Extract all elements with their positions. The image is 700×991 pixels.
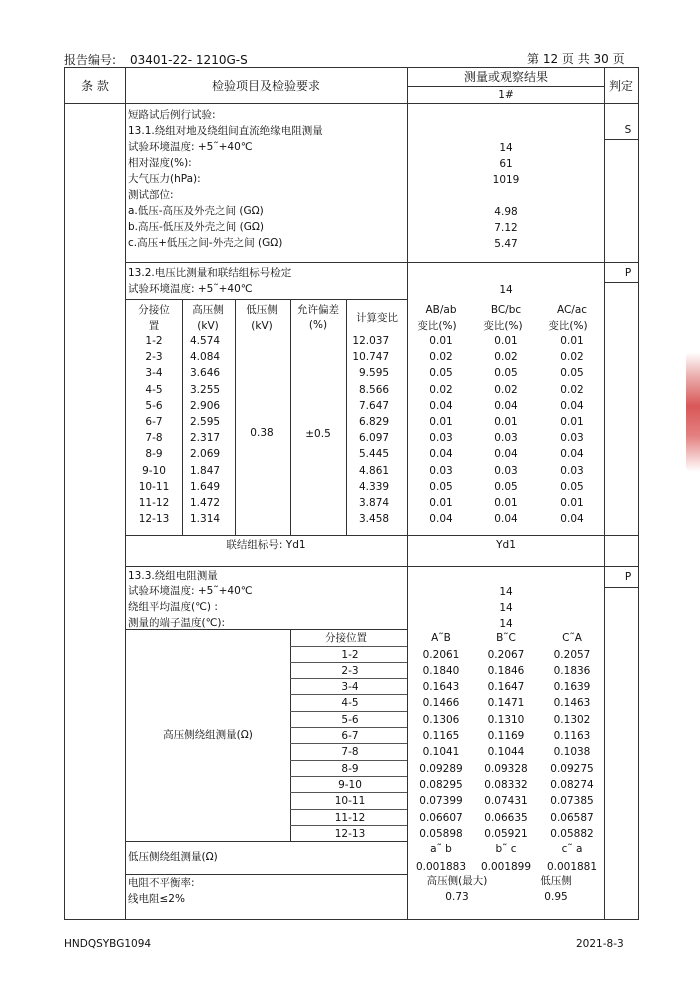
wr-row-tap: 10-11 bbox=[334, 795, 366, 808]
imbalance-label: 电阻不平衡率: bbox=[128, 877, 195, 889]
wr-col-bc: B˜C bbox=[496, 632, 516, 644]
wr-row-line bbox=[290, 694, 407, 695]
ratio-row-tap: 2-3 bbox=[145, 351, 163, 364]
wr-row-ca: 0.1639 bbox=[553, 681, 591, 694]
table-header-bottom bbox=[64, 103, 639, 104]
connection-group-label: 联结组标号: Yd1 bbox=[226, 539, 306, 551]
ratio-row-ab: 0.01 bbox=[429, 416, 453, 428]
wr-row-ab: 0.05898 bbox=[419, 827, 463, 840]
ratio-row-ab: 0.04 bbox=[429, 448, 453, 461]
wr-row-line bbox=[290, 825, 407, 826]
imbalance-divider bbox=[125, 874, 407, 875]
wr-row-ab: 0.07399 bbox=[419, 795, 463, 808]
result-header-divider bbox=[407, 86, 604, 87]
wr-row-bc: 0.08332 bbox=[484, 778, 528, 791]
ratio-row-calc: 8.566 bbox=[359, 383, 390, 396]
ratio-col-calc: 计算变比 bbox=[356, 312, 398, 324]
ratio-row-ab: 0.02 bbox=[429, 351, 453, 364]
ratio-row-calc: 6.097 bbox=[359, 432, 390, 445]
ratio-row-hv: 3.255 bbox=[190, 383, 221, 396]
ratio-row-hv: 2.069 bbox=[190, 448, 221, 461]
wr-row-bc: 0.1846 bbox=[487, 664, 525, 677]
wr-row-bc: 0.05921 bbox=[484, 827, 528, 840]
wr-row-bc: 0.07431 bbox=[484, 795, 528, 808]
verdict-s3: P bbox=[624, 571, 632, 583]
lv-value-bc: 0.001899 bbox=[480, 861, 532, 873]
wr-col-ca: C˜A bbox=[562, 632, 582, 644]
ratio-row-hv: 4.574 bbox=[190, 335, 221, 347]
verdict-column-divider bbox=[604, 67, 605, 920]
wr-row-ab: 0.2061 bbox=[422, 648, 460, 661]
ratio-row-tap: 1-2 bbox=[145, 335, 163, 347]
ratio-row-bc: 0.02 bbox=[494, 351, 518, 364]
table-left-border bbox=[64, 67, 65, 920]
wr-row-line bbox=[290, 792, 407, 793]
ratio-col-lv-1: 低压侧 bbox=[246, 304, 278, 316]
s1-title: 13.1.绕组对地及绕组间直流绝缘电阻测量 bbox=[128, 125, 323, 137]
s3-env-value: 14 bbox=[499, 618, 513, 630]
wr-row-ab: 0.1041 bbox=[422, 746, 460, 759]
wr-row-ab: 0.1165 bbox=[422, 730, 460, 742]
s2-title: 13.2.电压比测量和联结组标号检定 bbox=[128, 267, 292, 279]
ratio-col-bc-1: BC/bc bbox=[490, 304, 522, 316]
verdict-s1-bottom bbox=[604, 139, 638, 140]
ratio-row-bc: 0.04 bbox=[494, 399, 518, 412]
ratio-row-calc: 3.458 bbox=[359, 513, 390, 526]
ratio-col-div-4 bbox=[346, 299, 347, 535]
section-divider-13-2 bbox=[125, 262, 638, 263]
wr-row-ca: 0.06587 bbox=[550, 811, 594, 824]
wr-row-ca: 0.08274 bbox=[550, 778, 594, 791]
ratio-row-ac: 0.02 bbox=[560, 383, 584, 396]
ratio-row-calc: 5.445 bbox=[359, 448, 390, 461]
wr-row-ab: 0.1306 bbox=[422, 713, 460, 726]
imbalance-limit: 线电阻≤2% bbox=[128, 893, 185, 905]
wr-row-line bbox=[290, 646, 407, 647]
ratio-row-bc: 0.05 bbox=[494, 367, 518, 380]
ratio-row-bc: 0.04 bbox=[494, 513, 518, 526]
wr-row-bc: 0.1169 bbox=[487, 730, 525, 742]
wr-row-tap: 9-10 bbox=[338, 778, 362, 791]
wr-row-ca: 0.1163 bbox=[553, 730, 591, 742]
imbalance-lv-value: 0.95 bbox=[544, 891, 568, 903]
wr-row-bc: 0.06635 bbox=[484, 811, 528, 824]
ratio-col-tol-2: (%) bbox=[308, 319, 328, 331]
ratio-row-calc: 10.747 bbox=[352, 351, 390, 364]
ratio-row-ac: 0.04 bbox=[560, 448, 584, 461]
ratio-row-bc: 0.02 bbox=[494, 383, 518, 396]
hv-winding-label: 高压侧绕组测量(Ω) bbox=[163, 729, 253, 741]
wr-table-top bbox=[125, 629, 407, 630]
verdict-s2-bottom bbox=[604, 282, 638, 283]
ratio-row-ac: 0.04 bbox=[560, 399, 584, 412]
ratio-row-bc: 0.03 bbox=[494, 432, 518, 445]
ratio-row-tap: 6-7 bbox=[145, 416, 163, 428]
lv-winding-label: 低压侧绕组测量(Ω) bbox=[128, 851, 218, 863]
ratio-row-ab: 0.04 bbox=[429, 513, 453, 526]
wr-row-line bbox=[290, 711, 407, 712]
wr-row-ca: 0.1038 bbox=[553, 746, 591, 759]
footer-doc-code: HNDQSYBG1094 bbox=[64, 938, 152, 950]
wr-row-line bbox=[290, 776, 407, 777]
ratio-row-calc: 12.037 bbox=[352, 335, 390, 347]
ratio-row-ab: 0.05 bbox=[429, 367, 453, 380]
result-header: 测量或观察结果 bbox=[463, 70, 549, 84]
lv-col-bc: b˜ c bbox=[495, 843, 517, 855]
ratio-row-tap: 4-5 bbox=[145, 383, 163, 396]
ratio-row-bc: 0.01 bbox=[494, 497, 518, 509]
ratio-col-tap-1: 分接位 bbox=[138, 304, 170, 316]
ratio-row-hv: 2.906 bbox=[190, 399, 221, 412]
ratio-row-calc: 4.861 bbox=[359, 464, 390, 477]
s1-row-label: c.高压+低压之间-外壳之间 (GΩ) bbox=[128, 237, 283, 249]
wr-row-tap: 4-5 bbox=[341, 697, 359, 710]
lv-value-ab: 0.001883 bbox=[415, 861, 467, 873]
ratio-row-bc: 0.05 bbox=[494, 480, 518, 493]
ratio-col-ab-2: 变比(%) bbox=[417, 320, 457, 332]
verdict-s1: S bbox=[624, 124, 632, 136]
ratio-row-tap: 3-4 bbox=[145, 367, 163, 380]
ratio-tolerance: ±0.5 bbox=[305, 428, 331, 440]
s1-row-value: 4.98 bbox=[494, 206, 518, 218]
conn-row-divider bbox=[125, 535, 638, 536]
ratio-col-tap-2: 置 bbox=[148, 320, 160, 332]
ratio-col-ab-1: AB/ab bbox=[425, 304, 457, 316]
section-divider-13-3 bbox=[125, 566, 638, 567]
wr-row-ab: 0.08295 bbox=[419, 778, 463, 791]
s3-title: 13.3.绕组电阻测量 bbox=[128, 570, 218, 582]
wr-row-ca: 0.2057 bbox=[553, 648, 591, 661]
s2-env-label: 试验环境温度: +5˜+40℃ bbox=[128, 283, 253, 295]
wr-row-bc: 0.1310 bbox=[487, 713, 525, 726]
wr-row-tap: 6-7 bbox=[341, 730, 359, 742]
ratio-col-ac-2: 变比(%) bbox=[548, 320, 588, 332]
verdict-s2: P bbox=[624, 267, 632, 279]
wr-row-ca: 0.09275 bbox=[550, 762, 594, 775]
ratio-row-hv: 4.084 bbox=[190, 351, 221, 364]
ratio-row-ac: 0.01 bbox=[560, 416, 584, 428]
ratio-row-ac: 0.04 bbox=[560, 513, 584, 526]
wr-row-line bbox=[290, 662, 407, 663]
wr-row-tap: 11-12 bbox=[334, 811, 366, 824]
wr-row-ca: 0.05882 bbox=[550, 827, 594, 840]
ratio-row-bc: 0.03 bbox=[494, 464, 518, 477]
ratio-row-hv: 1.847 bbox=[190, 464, 221, 477]
ratio-row-bc: 0.01 bbox=[494, 335, 518, 347]
wr-row-tap: 1-2 bbox=[341, 648, 359, 661]
ratio-col-div-1 bbox=[182, 299, 183, 535]
intro-text: 短路试后例行试验: bbox=[128, 109, 216, 121]
footer-date: 2021-8-3 bbox=[576, 938, 624, 950]
report-number-label: 报告编号: bbox=[64, 53, 117, 67]
wr-row-tap: 2-3 bbox=[341, 664, 359, 677]
clause-header: 条 款 bbox=[81, 79, 109, 93]
ratio-row-calc: 7.647 bbox=[359, 399, 390, 412]
wr-row-bc: 0.1044 bbox=[487, 746, 525, 759]
report-number: 03401-22- 1210G-S bbox=[130, 53, 248, 67]
s1-row-value: 14 bbox=[499, 142, 513, 154]
ratio-row-calc: 6.829 bbox=[359, 416, 390, 428]
ratio-row-ab: 0.01 bbox=[429, 335, 453, 347]
wr-row-tap: 8-9 bbox=[341, 762, 359, 775]
ratio-row-tap: 11-12 bbox=[138, 497, 170, 509]
ratio-row-ac: 0.01 bbox=[560, 497, 584, 509]
s1-row-value: 5.47 bbox=[494, 238, 518, 250]
ratio-row-tap: 9-10 bbox=[142, 464, 166, 477]
s1-row-value: 1019 bbox=[492, 174, 520, 186]
lv-value-ca: 0.001881 bbox=[546, 861, 598, 873]
table-bottom-border bbox=[64, 919, 639, 920]
wr-row-bc: 0.09328 bbox=[484, 762, 528, 775]
s1-row-label: 试验环境温度: +5˜+40℃ bbox=[128, 141, 253, 153]
result-column-divider bbox=[407, 67, 408, 920]
ratio-row-tap: 5-6 bbox=[145, 399, 163, 412]
ratio-row-calc: 4.339 bbox=[359, 480, 390, 493]
wr-row-tap: 7-8 bbox=[341, 746, 359, 759]
ratio-row-ac: 0.01 bbox=[560, 335, 584, 347]
wr-row-ab: 0.09289 bbox=[419, 762, 463, 775]
s1-row-label: b.高压-低压及外壳之间 (GΩ) bbox=[128, 221, 264, 233]
lv-col-ab: a˜ b bbox=[430, 843, 452, 855]
ratio-lv-value: 0.38 bbox=[250, 427, 274, 439]
wr-row-tap: 5-6 bbox=[341, 713, 359, 726]
wr-table-bottom bbox=[125, 841, 407, 842]
wr-row-ab: 0.1840 bbox=[422, 664, 460, 677]
wr-row-ab: 0.1466 bbox=[422, 697, 460, 710]
connection-group-value: Yd1 bbox=[496, 539, 516, 551]
ratio-row-hv: 1.649 bbox=[190, 480, 221, 493]
ratio-row-ab: 0.03 bbox=[429, 464, 453, 477]
table-top-border bbox=[64, 67, 639, 68]
ratio-row-calc: 3.874 bbox=[359, 497, 390, 509]
wr-row-bc: 0.1471 bbox=[487, 697, 525, 710]
ratio-row-ab: 0.01 bbox=[429, 497, 453, 509]
wr-row-ca: 0.1836 bbox=[553, 664, 591, 677]
s1-row-value: 61 bbox=[499, 158, 513, 170]
ratio-row-tap: 12-13 bbox=[138, 513, 170, 526]
ratio-row-hv: 1.314 bbox=[190, 513, 221, 526]
ratio-col-div-2 bbox=[235, 299, 236, 535]
ratio-col-div-3 bbox=[290, 299, 291, 535]
ratio-row-calc: 9.595 bbox=[359, 367, 390, 380]
seal-stamp bbox=[686, 352, 700, 472]
ratio-row-tap: 8-9 bbox=[145, 448, 163, 461]
wr-row-ca: 0.07385 bbox=[550, 795, 594, 808]
ratio-row-bc: 0.01 bbox=[494, 416, 518, 428]
wr-row-bc: 0.1647 bbox=[487, 681, 525, 694]
wr-row-ab: 0.06607 bbox=[419, 811, 463, 824]
ratio-col-ac-1: AC/ac bbox=[556, 304, 588, 316]
s1-row-value: 7.12 bbox=[494, 222, 518, 234]
ratio-row-ac: 0.02 bbox=[560, 351, 584, 364]
wr-row-line bbox=[290, 809, 407, 810]
s1-row-label: a.低压-高压及外壳之间 (GΩ) bbox=[128, 205, 264, 217]
ratio-row-tap: 7-8 bbox=[145, 432, 163, 445]
wr-row-tap: 3-4 bbox=[341, 681, 359, 694]
s2-env-value: 14 bbox=[499, 284, 513, 296]
s3-env-label: 绕组平均温度(℃) : bbox=[128, 601, 218, 613]
ratio-row-hv: 3.646 bbox=[190, 367, 221, 380]
ratio-row-bc: 0.04 bbox=[494, 448, 518, 461]
lv-col-ca: c˜ a bbox=[561, 843, 583, 855]
wr-row-tap: 12-13 bbox=[334, 827, 366, 840]
wr-row-bc: 0.2067 bbox=[487, 648, 525, 661]
ratio-col-hv-1: 高压侧 bbox=[192, 304, 224, 316]
ratio-row-ab: 0.04 bbox=[429, 399, 453, 412]
ratio-row-ab: 0.03 bbox=[429, 432, 453, 445]
s3-env-label: 试验环境温度: +5˜+40℃ bbox=[128, 585, 253, 597]
ratio-row-hv: 2.317 bbox=[190, 432, 221, 445]
s1-row-label: 相对湿度(%): bbox=[128, 157, 192, 169]
ratio-row-ac: 0.05 bbox=[560, 480, 584, 493]
ratio-row-ac: 0.05 bbox=[560, 367, 584, 380]
ratio-row-hv: 2.595 bbox=[190, 416, 221, 428]
wr-col-ab: A˜B bbox=[431, 632, 451, 644]
ratio-col-bc-2: 变比(%) bbox=[483, 320, 523, 332]
sample-header: 1# bbox=[498, 89, 514, 101]
verdict-header: 判定 bbox=[608, 79, 634, 93]
imbalance-lv-label: 低压侧 bbox=[540, 875, 572, 887]
ratio-table-top bbox=[125, 299, 407, 300]
wr-row-line bbox=[290, 727, 407, 728]
ratio-row-hv: 1.472 bbox=[190, 497, 221, 509]
s3-env-label: 测量的端子温度(℃): bbox=[128, 617, 226, 629]
ratio-col-tol-1: 允许偏差 bbox=[297, 304, 339, 316]
imbalance-hv-value: 0.73 bbox=[445, 891, 469, 903]
clause-column-divider bbox=[125, 67, 126, 920]
wr-row-line bbox=[290, 678, 407, 679]
ratio-row-ab: 0.05 bbox=[429, 480, 453, 493]
verdict-s3-bottom bbox=[604, 587, 638, 588]
ratio-row-tap: 10-11 bbox=[138, 480, 170, 493]
ratio-col-lv-2: (kV) bbox=[251, 320, 273, 332]
ratio-row-ab: 0.02 bbox=[429, 383, 453, 396]
ratio-row-ac: 0.03 bbox=[560, 432, 584, 445]
table-right-border bbox=[638, 67, 639, 920]
s3-env-value: 14 bbox=[499, 602, 513, 614]
s1-row-label: 测试部位: bbox=[128, 189, 174, 201]
wr-row-ca: 0.1463 bbox=[553, 697, 591, 710]
item-header: 检验项目及检验要求 bbox=[211, 79, 321, 93]
wr-row-line bbox=[290, 760, 407, 761]
s3-env-value: 14 bbox=[499, 586, 513, 598]
wr-row-line bbox=[290, 743, 407, 744]
wr-row-ca: 0.1302 bbox=[553, 713, 591, 726]
imbalance-hv-label: 高压侧(最大) bbox=[426, 875, 488, 887]
wr-col-tap: 分接位置 bbox=[325, 632, 367, 644]
page-indicator: 第 12 页 共 30 页 bbox=[527, 52, 625, 66]
s1-row-label: 大气压力(hPa): bbox=[128, 173, 201, 185]
wr-row-ab: 0.1643 bbox=[422, 681, 460, 694]
ratio-row-ac: 0.03 bbox=[560, 464, 584, 477]
ratio-col-hv-2: (kV) bbox=[197, 320, 219, 332]
